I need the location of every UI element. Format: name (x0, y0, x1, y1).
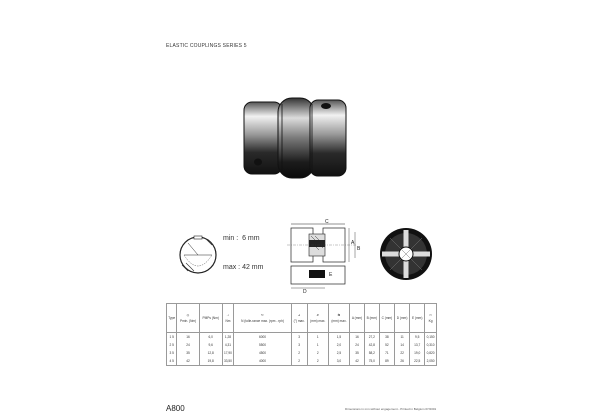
table-cell: 0,150 (425, 333, 437, 342)
table-cell: 6,0 (199, 333, 222, 342)
catalog-code: A800 (166, 404, 185, 413)
table-cell: 5500 (234, 341, 291, 349)
table-cell: 22,5 (410, 357, 425, 366)
header-label: PMPs (Nm) (202, 316, 219, 320)
header-label: D (mm) (396, 316, 408, 320)
header-label: A (mm) (351, 316, 363, 320)
header-label: C (mm) (381, 316, 393, 320)
header-axial (328, 304, 349, 333)
header-type (167, 304, 177, 333)
table-cell: 35 (177, 349, 199, 357)
table-row (167, 349, 437, 357)
header-pmps (199, 304, 222, 333)
table-cell: 1,28 (222, 333, 234, 342)
angular-icon: ⊿ (297, 313, 301, 317)
shaft-bore-icon (176, 233, 220, 277)
table-cell: 75,0 (364, 357, 379, 366)
table-cell: 3 5 (167, 349, 177, 357)
footer-note: Dimensions in mm without engagement - Printed in Belgium 07/2001 (345, 407, 437, 411)
dim-c-label: C (325, 219, 329, 225)
header-label: Kg (428, 319, 433, 323)
table-row (167, 341, 437, 349)
table-cell: 42,8 (364, 341, 379, 349)
table-cell: 1 (307, 333, 328, 342)
header-label: (mm) max. (310, 319, 326, 323)
header-angular (291, 304, 307, 333)
table-cell: 14 (395, 341, 410, 349)
bore-min: min : 6 mm (223, 235, 260, 242)
table-cell: 3 (291, 333, 307, 342)
header-label: E (mm) (411, 316, 423, 320)
table-cell: 27,2 (364, 333, 379, 342)
table-cell: 4 5 (167, 357, 177, 366)
header-speed (234, 304, 291, 333)
table-cell: 71 (379, 349, 394, 357)
table-cell: 2 5 (167, 341, 177, 349)
bore-min-label: min (223, 235, 235, 242)
torque-icon: ◎ (186, 313, 190, 317)
dim-e-label: E (329, 272, 333, 278)
table-row (167, 333, 437, 342)
table-cell: 2,050 (425, 357, 437, 366)
table-cell: 89 (379, 357, 394, 366)
bore-max-label: max (223, 264, 237, 271)
header-label: (mm) max. (331, 319, 347, 323)
coupling-photo (238, 92, 352, 180)
table-cell: 1 (307, 341, 328, 349)
header-label: Pmin. (Nm) (179, 319, 197, 323)
dim-b-label: B (357, 246, 361, 252)
table-cell: 2 (307, 357, 328, 366)
table-cell: 4500 (234, 349, 291, 357)
spec-table-header (167, 304, 437, 333)
table-cell: 16 (350, 333, 365, 342)
header-weight (425, 304, 437, 333)
table-cell: 4000 (234, 357, 291, 366)
table-cell: 6000 (234, 333, 291, 342)
dim-d-label: D (303, 289, 307, 294)
header-radial (307, 304, 328, 333)
table-row (167, 357, 437, 366)
table-cell: 26 (395, 357, 410, 366)
table-cell: 58,2 (364, 349, 379, 357)
table-cell: 24 (177, 341, 199, 349)
table-cell: 33,50 (222, 357, 234, 366)
table-cell: 19,8 (199, 357, 222, 366)
front-view-drawing (378, 226, 434, 282)
table-cell: 19,0 (410, 349, 425, 357)
header-d (395, 304, 410, 333)
table-cell: 22 (395, 349, 410, 357)
table-cell: 9,5 (410, 333, 425, 342)
header-label: (°) max. (293, 319, 305, 323)
spec-table (166, 303, 437, 366)
table-cell: 11 (395, 333, 410, 342)
table-cell: 2 (291, 349, 307, 357)
table-cell: 2,0 (328, 341, 349, 349)
table-cell: 2 (291, 357, 307, 366)
table-cell: 12,8 (199, 349, 222, 357)
page-title: ELASTIC COUPLINGS SERIES 5 (166, 43, 247, 49)
table-cell: 2 (307, 349, 328, 357)
header-a (350, 304, 365, 333)
header-label: B (mm) (366, 316, 378, 320)
header-e (410, 304, 425, 333)
table-cell: 4,31 (222, 341, 234, 349)
technical-drawing (285, 218, 367, 294)
header-label: Nm (225, 319, 231, 323)
bore-max-value: 42 mm (242, 264, 264, 271)
table-cell: 9,6 (199, 341, 222, 349)
header-pmin (177, 304, 199, 333)
header-label: Type (168, 316, 176, 320)
wrench-icon: ⊸ (226, 313, 230, 317)
table-cell: 1 5 (167, 333, 177, 342)
radial-icon: ⇵ (316, 313, 320, 317)
bore-max: max : 42 mm (223, 264, 264, 271)
weight-icon: ▭ (429, 313, 433, 317)
table-cell: 35 (350, 349, 365, 357)
axial-icon: ⇆ (337, 313, 341, 317)
header-c (379, 304, 394, 333)
header-nm (222, 304, 234, 333)
table-cell: 3,0 (328, 357, 349, 366)
table-cell: 16 (177, 333, 199, 342)
table-cell: 38 (379, 333, 394, 342)
table-cell: 13,7 (410, 341, 425, 349)
table-cell: 24 (350, 341, 365, 349)
table-cell: 0,310 (426, 343, 435, 347)
table-cell: 52 (379, 341, 394, 349)
rotation-icon: ↻ (261, 313, 264, 317)
table-cell: 42 (177, 357, 199, 366)
dim-a-label: A (351, 240, 355, 246)
table-cell: 17,90 (223, 351, 232, 355)
table-cell: 42 (350, 357, 365, 366)
header-label: N (tolle-rance max. (rpm - rph) (241, 319, 284, 323)
header-b (364, 304, 379, 333)
table-cell: 1,5 (328, 333, 349, 342)
table-cell: 0,820 (426, 351, 435, 355)
table-cell: 2,5 (328, 349, 349, 357)
table-cell: 3 (291, 341, 307, 349)
bore-min-value: 6 mm (242, 235, 260, 242)
